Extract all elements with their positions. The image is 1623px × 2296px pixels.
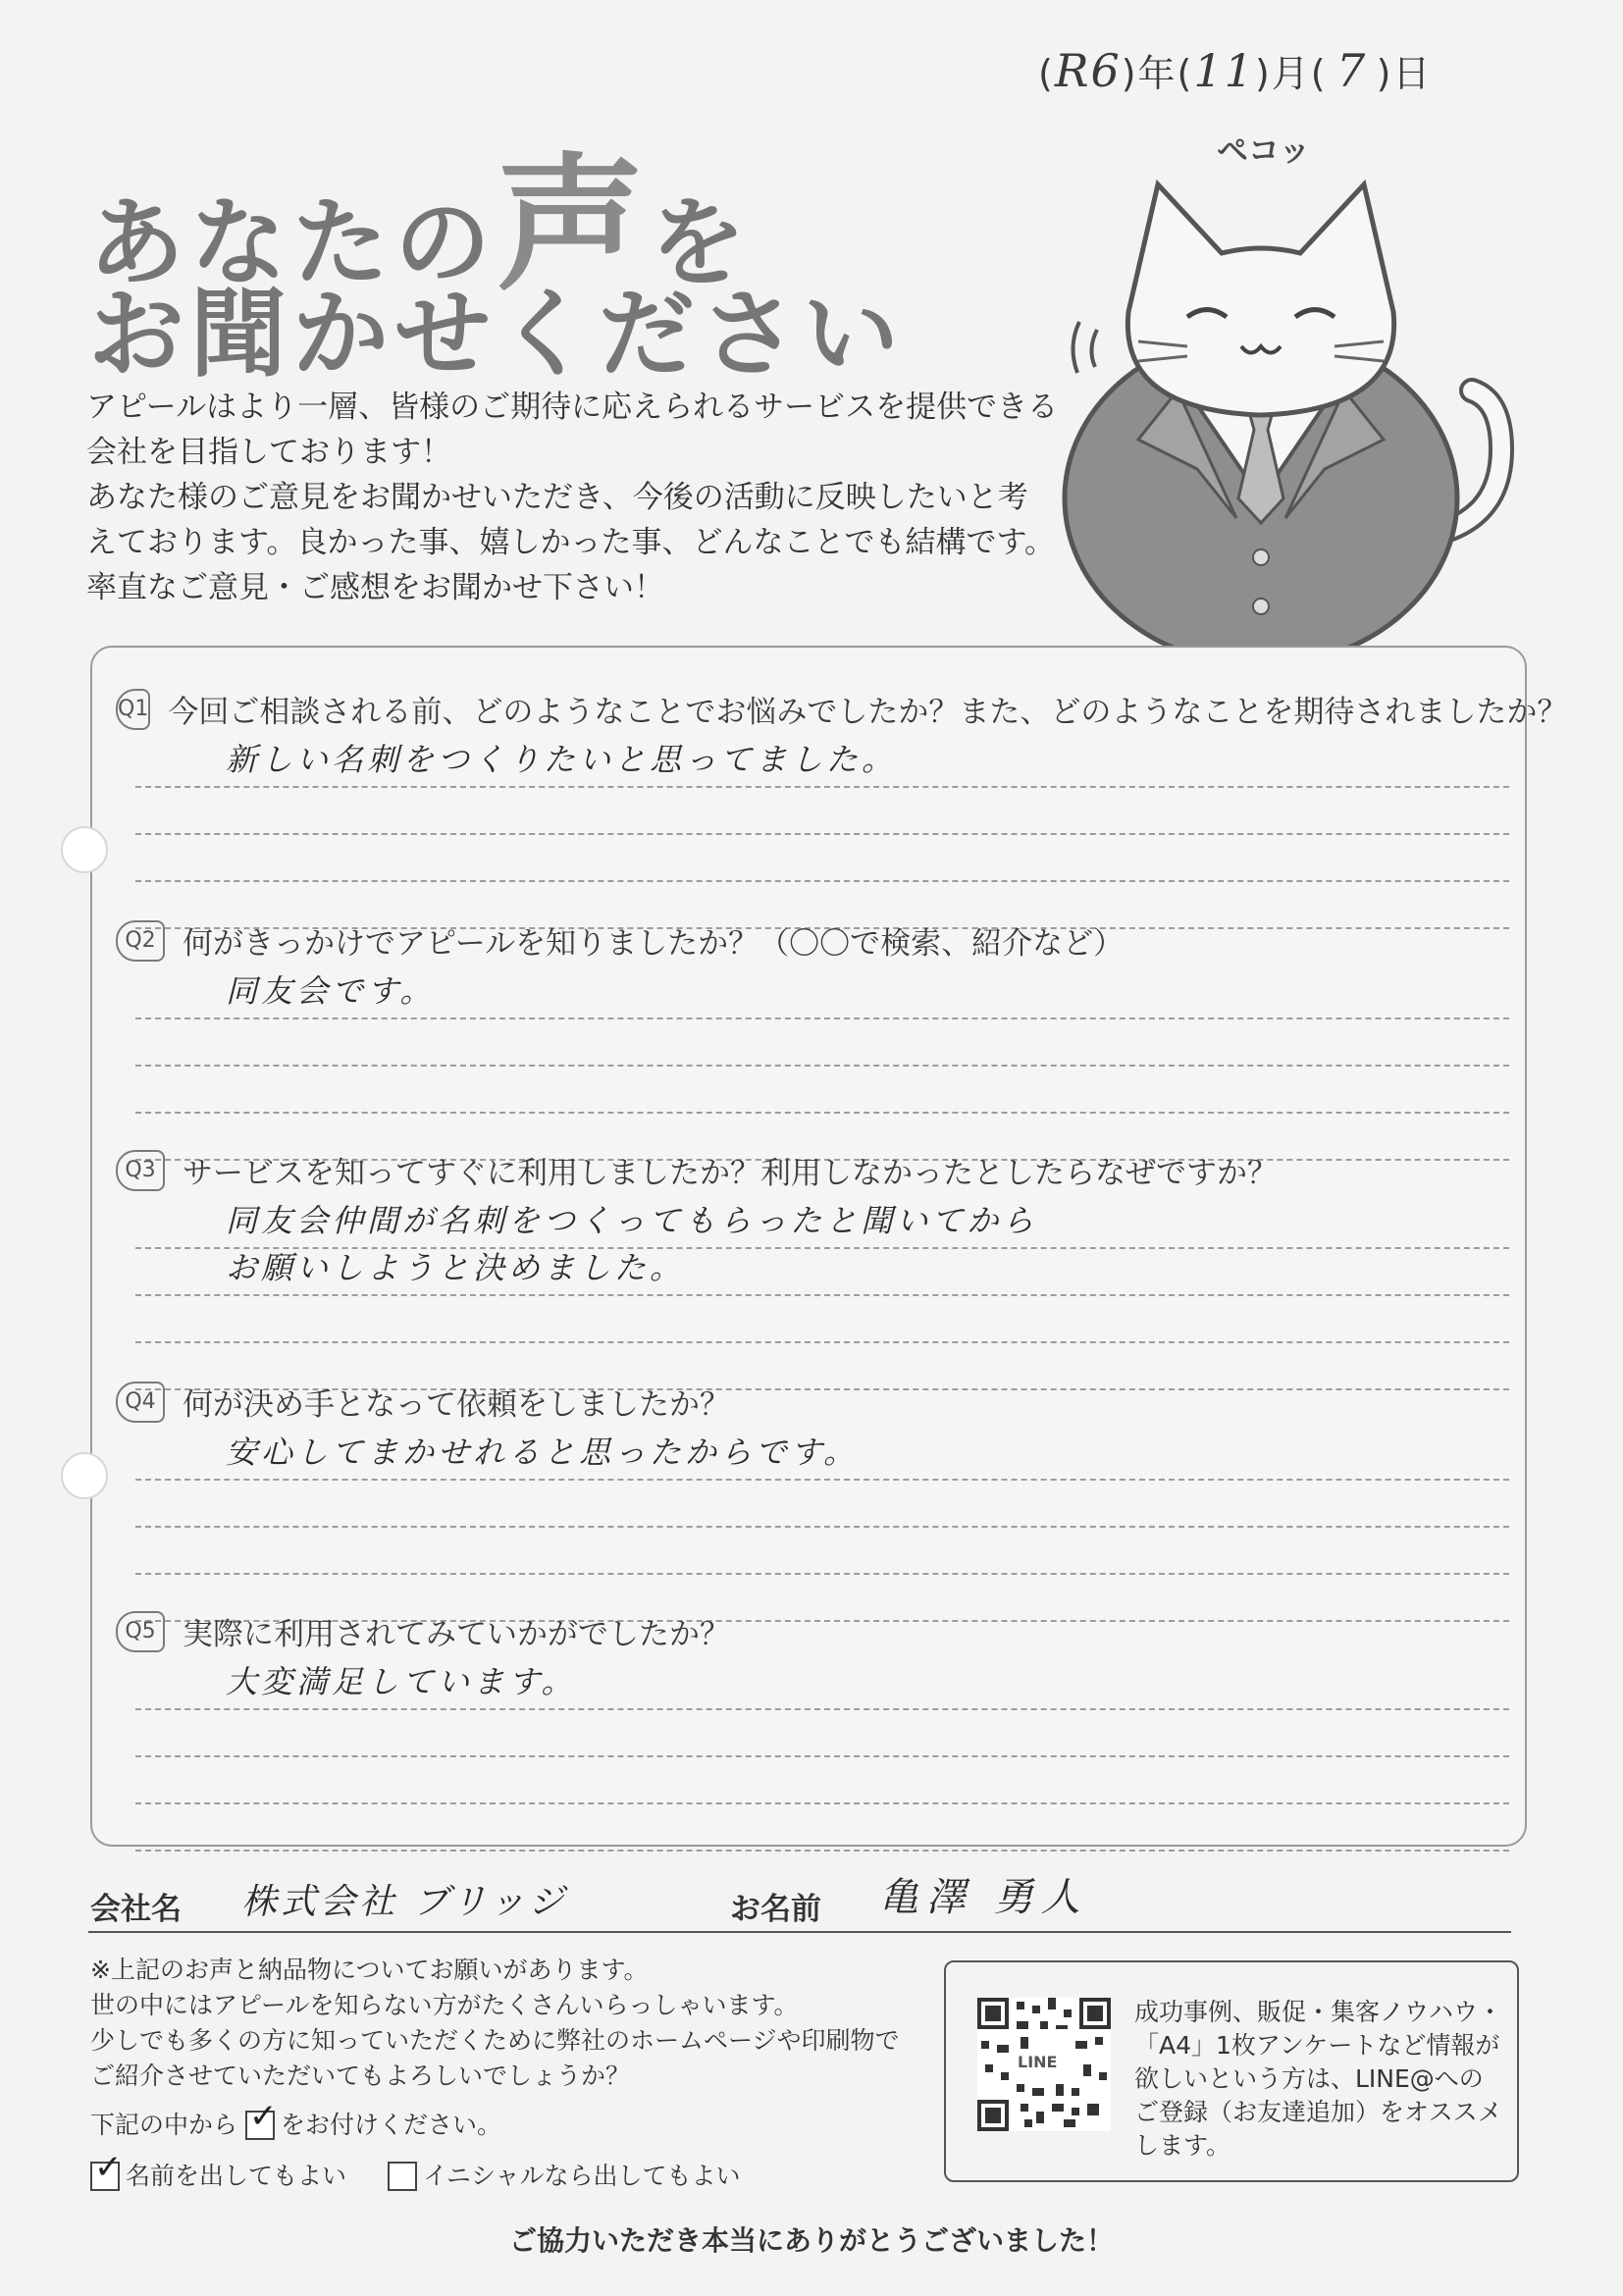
answer-line[interactable] — [135, 1296, 1509, 1343]
question-text: 今回ご相談される前、どのようなことでお悩みでしたか？また、どのようなことを期待されましたか？ — [168, 695, 1568, 730]
date-field — [1038, 43, 1432, 97]
answer-line[interactable] — [135, 1710, 1509, 1757]
question-text: サービスを知ってすぐに利用しましたか？利用しなかったとしたらなぜですか？ — [183, 1156, 1278, 1191]
answer-line[interactable] — [135, 1249, 1509, 1296]
intro-text — [86, 385, 1059, 610]
answer-line[interactable] — [135, 741, 1509, 788]
answer-text: 新しい名刺をつくりたいと思ってました。 — [226, 741, 898, 778]
intro-line: あなた様のご意見をお聞かせいただき、今後の活動に反映したいと考 — [86, 480, 1028, 515]
answer-line[interactable] — [135, 788, 1509, 835]
answer-text: お願いしようと決めました。 — [226, 1249, 686, 1286]
title-text-big: 声 — [497, 140, 651, 311]
date-paren: ( — [1038, 52, 1055, 95]
question-badge: Q1 — [116, 689, 150, 730]
question-text: 何がきっかけでアピールを知りましたか？（〇〇で検索、紹介など） — [183, 926, 1125, 962]
signature-underline — [88, 1931, 1511, 1933]
check-instruction — [90, 2097, 934, 2143]
permission-options — [90, 2148, 934, 2194]
name-label: お名前 — [730, 1892, 821, 1927]
permission-notice — [90, 1953, 934, 2194]
question-header — [116, 687, 1568, 731]
question-badge: Q3 — [116, 1150, 165, 1191]
notice-line: 少しでも多くの方に知っていただくために弊社のホームページや印刷物で — [90, 2026, 900, 2055]
checkmark-icon: ✓ — [249, 2097, 278, 2136]
sample-checkbox — [245, 2097, 278, 2140]
answer-lines — [135, 1202, 1509, 1390]
company-value[interactable]: 株式会社 ブリッジ — [241, 1882, 568, 1922]
question-block-q1 — [116, 687, 1568, 929]
option-name-checkbox[interactable] — [90, 2148, 123, 2191]
binder-hole — [61, 826, 108, 873]
line-promo-line: します。 — [1134, 2131, 1231, 2160]
date-month-label: )月( — [1254, 52, 1328, 95]
answer-text: 安心してまかせれると思ったからです。 — [226, 1434, 860, 1471]
line-promo-text — [1134, 1996, 1507, 2163]
option-name-label: 名前を出してもよい — [126, 2162, 347, 2190]
answer-line[interactable] — [135, 1019, 1509, 1067]
date-day: 7 — [1335, 44, 1368, 97]
answer-line[interactable] — [135, 1528, 1509, 1575]
intro-line: アピールはより一層、皆様のご期待に応えられるサービスを提供できる — [86, 390, 1059, 425]
answer-line[interactable] — [135, 1481, 1509, 1528]
check-instruction-text: をお付けください。 — [281, 2111, 502, 2139]
notice-line: 世の中にはアピールを知らない方がたくさんいらっしゃいます。 — [90, 1991, 799, 2019]
line-promo-line: ご登録（お友達追加）をオススメ — [1134, 2098, 1502, 2126]
option-initial-checkbox[interactable] — [388, 2162, 417, 2191]
title-text-b: を — [650, 187, 753, 299]
check-instruction-text: 下記の中から — [90, 2111, 238, 2139]
mascot-sound-text: ペコッ — [1217, 131, 1311, 169]
intro-line: えております。良かった事、嬉しかった事、どんなことでも結構です。 — [86, 525, 1056, 560]
question-block-q3 — [116, 1148, 1509, 1390]
intro-line: 率直なご意見・ご感想をお聞かせ下さい！ — [86, 570, 664, 605]
answer-lines — [135, 1434, 1509, 1622]
line-promo-line: 欲しいという方は、LINE@への — [1134, 2064, 1484, 2093]
question-badge: Q2 — [116, 920, 165, 962]
question-badge: Q5 — [116, 1611, 165, 1652]
name-value[interactable]: 亀澤 勇人 — [879, 1875, 1088, 1920]
intro-line: 会社を目指しております！ — [86, 435, 451, 470]
thanks-message: ご協力いただき本当にありがとうございました！ — [508, 2224, 1114, 2257]
answer-lines — [135, 1663, 1509, 1852]
answer-line[interactable] — [135, 1663, 1509, 1710]
question-header — [116, 1609, 1509, 1653]
question-header — [116, 918, 1509, 963]
answer-text: 同友会仲間が名刺をつくってもらったと聞いてから — [226, 1202, 1038, 1239]
date-year-label: )年( — [1121, 52, 1194, 95]
answer-text: 同友会です。 — [226, 972, 436, 1010]
answer-line[interactable] — [135, 1804, 1509, 1852]
answer-line[interactable] — [135, 1067, 1509, 1114]
answer-lines — [135, 741, 1509, 929]
page-title-line2: お聞かせください — [88, 279, 906, 391]
line-promo-line: 成功事例、販促・集客ノウハウ・ — [1134, 1998, 1503, 2026]
answer-lines — [135, 972, 1509, 1161]
answer-line[interactable] — [135, 1202, 1509, 1249]
company-label: 会社名 — [90, 1892, 182, 1927]
question-text: 何が決め手となって依頼をしましたか？ — [183, 1387, 730, 1423]
question-header — [116, 1148, 1509, 1192]
question-block-q2 — [116, 918, 1509, 1161]
question-text: 実際に利用されてみていかがでしたか？ — [183, 1617, 730, 1652]
answer-line[interactable] — [135, 835, 1509, 882]
question-badge: Q4 — [116, 1382, 165, 1423]
question-header — [116, 1380, 1509, 1424]
question-block-q5 — [116, 1609, 1509, 1852]
option-initial-label: イニシャルなら出してもよい — [423, 2162, 741, 2190]
answer-line[interactable] — [135, 1757, 1509, 1804]
answer-line[interactable] — [135, 972, 1509, 1019]
binder-hole — [61, 1452, 108, 1499]
line-promo-line: 「A4」1枚アンケートなど情報が — [1134, 2031, 1500, 2060]
cat-mascot-icon — [1040, 145, 1531, 665]
question-block-q4 — [116, 1380, 1509, 1622]
notice-line: ご紹介させていただいてもよろしいでしょうか？ — [90, 2061, 631, 2090]
title-text-a: あなたの — [88, 187, 497, 299]
checkmark-icon: ✓ — [94, 2148, 123, 2187]
answer-text: 大変満足しています。 — [226, 1663, 577, 1700]
date-era: R6 — [1054, 44, 1122, 97]
notice-line: ※上記のお声と納品物についてお願いがあります。 — [90, 1956, 649, 1984]
line-logo-label: LINE — [1015, 2053, 1060, 2071]
date-month: 11 — [1193, 44, 1255, 97]
date-day-label: )日 — [1376, 52, 1433, 95]
answer-line[interactable] — [135, 1434, 1509, 1481]
